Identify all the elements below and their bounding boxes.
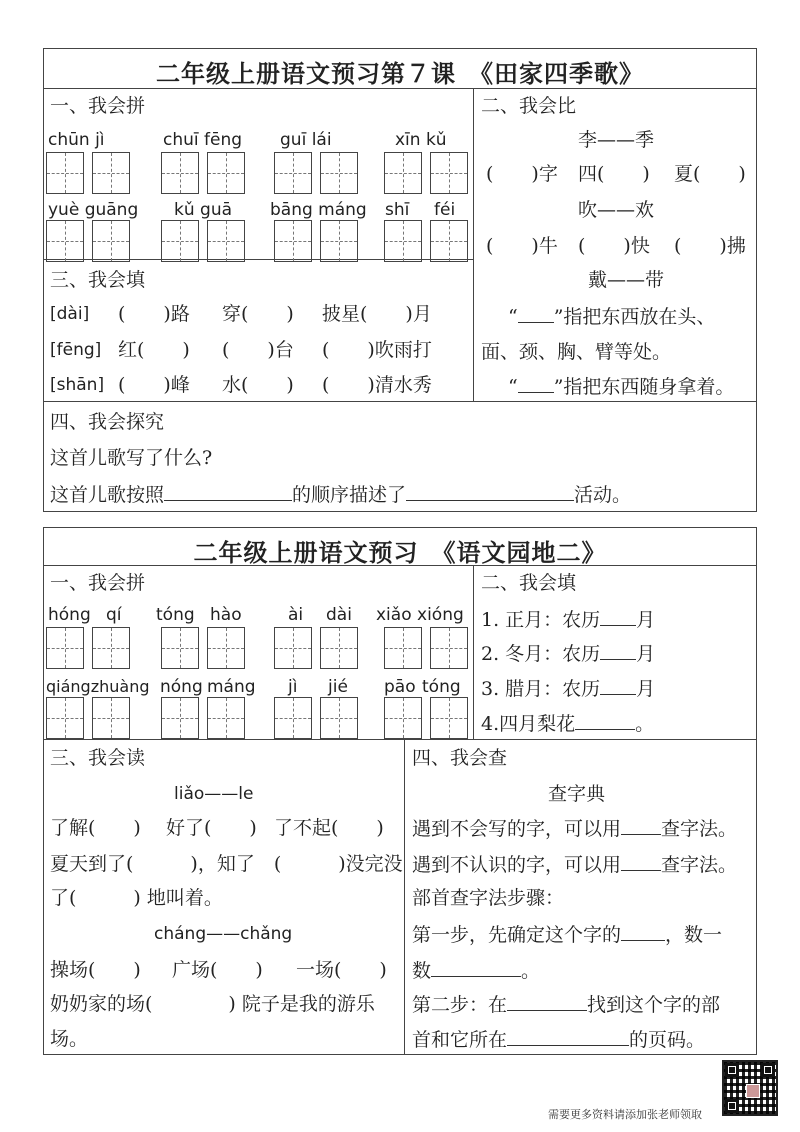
definition-line: “ ”指把东西放在头、 [508,306,716,328]
writing-grid[interactable] [92,697,130,739]
writing-grid[interactable] [207,152,245,194]
answer-blank[interactable] [621,816,661,835]
pinyin-tag: [fēng] [50,340,102,360]
fill-item: 一场( ) [296,959,387,981]
writing-grid[interactable] [274,220,312,262]
divider [43,565,757,566]
pinyin-label: qí [106,605,122,625]
section-heading: 一、我会拼 [50,572,146,594]
divider [473,565,474,739]
fill-item: 夏( ) [674,163,746,185]
writing-grid[interactable] [274,152,312,194]
writing-grid[interactable] [207,627,245,669]
pinyin-pair: cháng——chǎng [154,924,293,944]
fill-item: 3. 腊月：农历 月 [481,678,656,700]
fill-item: 2. 冬月：农历 月 [481,643,656,665]
section-heading: 四、我会探究 [50,411,165,433]
answer-blank[interactable] [600,676,636,695]
divider [43,88,757,89]
pinyin-label: jì [288,677,298,697]
char-pair: 吹——欢 [578,199,655,221]
fill-line: 数 。 [412,960,541,982]
writing-grid[interactable] [161,627,199,669]
writing-grid[interactable] [46,220,84,262]
fill-item: ( )清水秀 [322,374,432,396]
fill-line: 夏天到了( )，知了 ( )没完没 [50,853,403,875]
writing-grid[interactable] [320,627,358,669]
char-pair: 李——季 [578,129,655,151]
writing-grid[interactable] [46,697,84,739]
pinyin-label: xiǎo xióng [376,605,464,625]
pinyin-label: tóng [156,605,195,625]
subheading: 查字典 [548,783,606,805]
writing-grid[interactable] [384,220,422,262]
writing-grid[interactable] [207,697,245,739]
fill-item: ( )拂 [674,235,746,257]
fill-item: 了解( ) [50,817,141,839]
writing-grid[interactable] [161,152,199,194]
pinyin-label: tóng [422,677,461,697]
answer-blank[interactable] [406,482,574,501]
qr-code-icon [722,1060,778,1116]
writing-grid[interactable] [92,152,130,194]
fill-item: ( )字 [486,163,558,185]
fill-item: 1. 正月：农历 月 [481,609,656,631]
writing-grid[interactable] [430,627,468,669]
question: 这首儿歌按照 的顺序描述了 活动。 [50,484,632,506]
writing-grid[interactable] [430,220,468,262]
section-heading: 四、我会查 [412,747,508,769]
answer-blank[interactable] [507,992,587,1011]
writing-grid[interactable] [274,697,312,739]
answer-blank[interactable] [507,1027,629,1046]
divider [404,739,405,1055]
writing-grid[interactable] [384,627,422,669]
pinyin-tag: [dài] [50,304,90,324]
pinyin-label: bāng máng [270,200,367,220]
divider [43,401,757,402]
fill-item: 操场( ) [50,959,141,981]
answer-blank[interactable] [621,922,665,941]
section-heading: 三、我会填 [50,269,146,291]
fill-item: 红( ) [118,339,190,361]
writing-grid[interactable] [320,220,358,262]
lesson1-title: 二年级上册语文预习第７课 《田家四季歌》 [156,59,644,88]
fill-item: ( )快 [578,235,650,257]
pinyin-label: shī [385,200,410,220]
instruction: 部首查字法步骤： [412,887,565,909]
fill-item: 披星( )月 [322,303,432,325]
fill-item: 四( ) [578,163,650,185]
char-pair: 戴——带 [588,269,665,291]
pinyin-label: pāo [384,677,416,697]
pinyin-label: dài [326,605,352,625]
fill-line: 遇到不会写的字，可以用 查字法。 [412,818,738,840]
answer-blank[interactable] [431,958,521,977]
fill-item: 水( ) [222,374,294,396]
pinyin-label: qiángzhuàng [46,677,150,696]
answer-blank[interactable] [621,852,661,871]
fill-item: ( )路 [118,303,190,325]
answer-blank[interactable] [600,641,636,660]
fill-item: ( )吹雨打 [322,339,432,361]
fill-line: 第二步：在 找到这个字的部 [412,994,721,1016]
fill-item: 4.四月梨花 。 [481,713,655,735]
answer-blank[interactable] [575,711,635,730]
writing-grid[interactable] [320,152,358,194]
writing-grid[interactable] [161,697,199,739]
writing-grid[interactable] [274,627,312,669]
pinyin-label: chūn jì [48,130,105,150]
divider [43,739,757,740]
writing-grid[interactable] [46,152,84,194]
writing-grid[interactable] [384,697,422,739]
fill-item: ( )牛 [486,235,558,257]
fill-item: ( )峰 [118,374,190,396]
pinyin-label: ài [288,605,304,625]
section-heading: 二、我会比 [481,95,577,117]
pinyin-label: nóng [160,677,203,697]
question: 这首儿歌写了什么? [50,447,213,469]
section-heading: 二、我会填 [481,572,577,594]
fill-item: ( )台 [222,339,294,361]
fill-line: 首和它所在 的页码。 [412,1029,706,1051]
section-heading: 三、我会读 [50,747,146,769]
fill-line: 了( ) 地叫着。 [50,887,223,909]
writing-grid[interactable] [92,627,130,669]
writing-grid[interactable] [384,152,422,194]
definition-line: 面、颈、胸、臂等处。 [481,341,672,363]
fill-line: 第一步，先确定这个字的 ，数一 [412,924,723,946]
answer-blank[interactable] [518,374,554,393]
fill-line: 场。 [50,1028,89,1050]
footer-note: 需要更多资料请添加张老师领取 [548,1108,702,1121]
pinyin-pair: liǎo——le [174,784,254,804]
fill-item: 穿( ) [222,303,294,325]
writing-grid[interactable] [430,697,468,739]
answer-blank[interactable] [600,607,636,626]
writing-grid[interactable] [92,220,130,262]
answer-blank[interactable] [518,304,554,323]
lesson2-title: 二年级上册语文预习 《语文园地二》 [193,538,607,567]
pinyin-label: jié [328,677,348,697]
fill-item: 广场( ) [172,959,263,981]
writing-grid[interactable] [207,220,245,262]
fill-item: 了不起( ) [274,817,384,839]
pinyin-label: chuī fēng [163,130,243,150]
pinyin-label: yuè guāng [48,200,139,220]
fill-item: 好了( ) [166,817,257,839]
pinyin-label: hào [210,605,242,625]
pinyin-label: xīn kǔ [395,130,447,150]
pinyin-label: kǔ guā [174,200,233,220]
answer-blank[interactable] [164,482,292,501]
pinyin-label: hóng [48,605,91,625]
pinyin-label: máng [207,677,256,697]
pinyin-label: guī lái [280,130,332,150]
fill-line: 奶奶家的场( ) 院子是我的游乐 [50,993,375,1015]
writing-grid[interactable] [430,152,468,194]
writing-grid[interactable] [320,697,358,739]
fill-line: 遇到不认识的字，可以用 查字法。 [412,854,738,876]
writing-grid[interactable] [46,627,84,669]
pinyin-label: féi [434,200,456,220]
pinyin-tag: [shān] [50,375,105,395]
section-heading: 一、我会拼 [50,95,146,117]
writing-grid[interactable] [161,220,199,262]
definition-line: “ ”指把东西随身拿着。 [508,376,735,398]
divider [473,88,474,401]
